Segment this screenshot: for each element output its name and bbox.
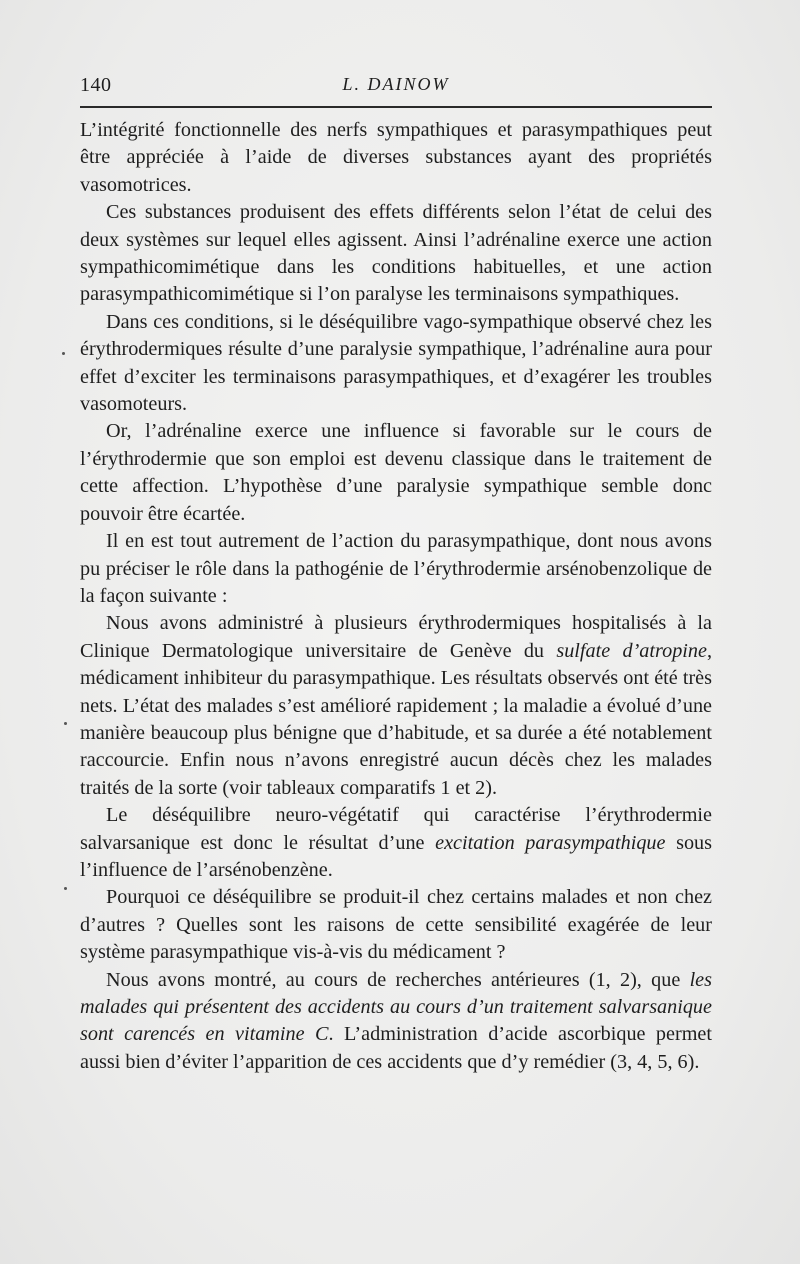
emphasis-excitation: excitation parasympathique xyxy=(435,831,666,854)
page-number: 140 xyxy=(80,74,112,96)
page-header xyxy=(80,70,712,100)
margin-mark xyxy=(62,352,65,355)
header-rule xyxy=(80,106,712,108)
margin-mark xyxy=(64,887,67,890)
paragraph-8: Pourquoi ce déséquilibre se produit-il chez certains malades et non chez d’autres ? Quelles sont les raisons de cette sensibilité exagérée de leur système parasympathique vis-à-vis du médicament ? xyxy=(80,886,712,964)
emphasis-vitamine-c: les malades qui présentent des accidents au cours d’un traitement salvarsanique sont carencés en vitamine C xyxy=(80,968,712,1046)
paragraph-4: Or, l’adrénaline exerce une influence si favorable sur le cours de l’érythrodermie que son emploi est devenu classique dans le traitement de cette affection. L’hypothèse d’une paralysie sympathique semble donc pouvoir être écartée. xyxy=(80,420,712,525)
emphasis-sulfate-atropine: sulfate d’atropine xyxy=(556,639,707,662)
paragraph-2: Ces substances produisent des effets différents selon l’état de celui des deux systèmes sur lequel elles agissent. Ainsi l’adrénaline exerce une action sympathicomimétique dans les conditions habituelles, et une action parasympathicomimétique si l’on paralyse les terminaisons sympathiques. xyxy=(80,201,712,306)
paragraph-9: Nous avons montré, au cours de recherches antérieures (1, 2), que les malades qui présentent des accidents au cours d’un traitement salvarsanique sont carencés en vitamine C. L’administration d’acide ascorbique permet aussi bien d’éviter l’apparition de ces accidents que d’y remédier (3, 4, 5, 6). xyxy=(80,968,712,1073)
margin-mark xyxy=(64,722,67,725)
paragraph-3: Dans ces conditions, si le déséquilibre vago-sympathique observé chez les érythrodermiques résulte d’une paralysie sympathique, l’adrénaline aura pour effet d’exciter les terminaisons parasympathiques, et d’exagérer les troubles vasomoteurs. xyxy=(80,310,712,416)
running-head: L. DAINOW xyxy=(342,74,450,94)
paragraph-5: Il en est tout autrement de l’action du parasympathique, dont nous avons pu préciser le rôle dans la pathogénie de l’érythrodermie arsénobenzolique de la façon suivante : xyxy=(80,530,712,607)
body-text xyxy=(80,117,712,1076)
paragraph-7: Le déséquilibre neuro-végétatif qui caractérise l’érythrodermie salvarsanique est donc le résultat d’une excitation parasympathique sous l’influence de l’arsénobenzène. xyxy=(80,804,713,881)
paragraph-6: Nous avons administré à plusieurs érythrodermiques hospitalisés à la Clinique Dermatologique universitaire de Genève du sulfate d’atropine, médicament inhibiteur du parasympathique. Les résultats observés ont été très nets. L’état des malades s’est amélioré rapidement ; la maladie a évolué d’une manière beaucoup plus bénigne que d’habitude, et sa durée a été notablement raccourcie. Enfin nous n’avons enregistré aucun décès chez les malades traités de la sorte (voir tableaux comparatifs 1 et 2). xyxy=(80,612,713,799)
paragraph-1: L’intégrité fonctionnelle des nerfs sympathiques et parasympathiques peut être appréciée à l’aide de diverses substances ayant des propriétés vasomotrices. xyxy=(80,119,712,196)
